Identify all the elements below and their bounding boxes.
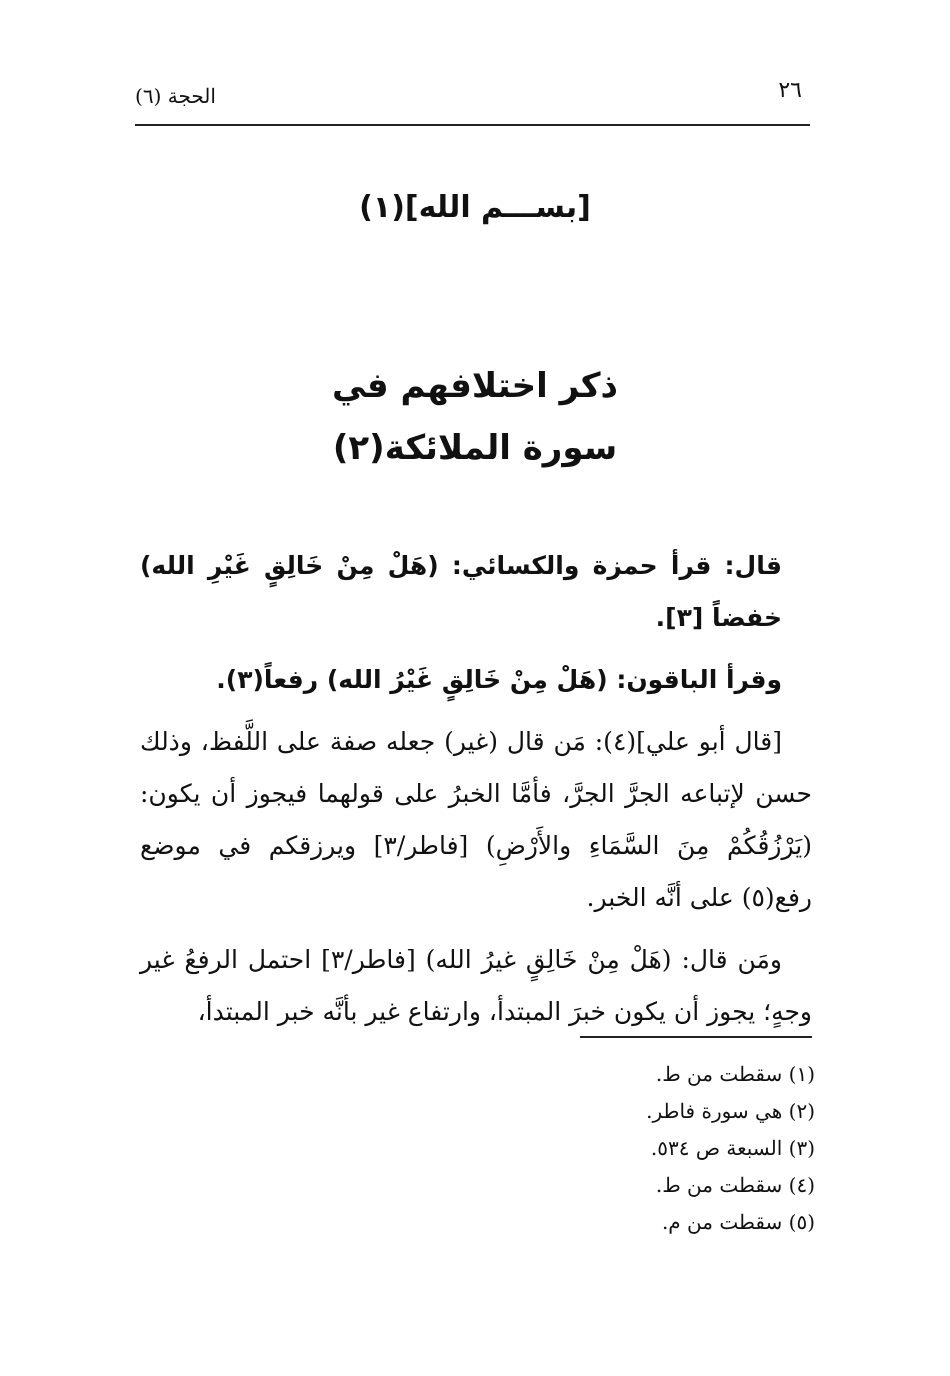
chapter-title-line1: ذكر اختلافهم في	[332, 366, 618, 406]
page-header	[135, 72, 810, 126]
footnote-2: (٢) هي سورة فاطر.	[646, 1099, 815, 1123]
footnote-1: (١) سقطت من ط.	[655, 1062, 815, 1086]
paragraph-3: [قال أبو علي](٤): مَن قال (غير) جعله صفة على اللَّفظ، وذلك حسن لإتباعه الجرَّ الجرَّ، فأمَّا الخبرُ على قولهما فيجوز أن يكون: (يَرْزُقُكُمْ مِنَ السَّمَاءِ والأَرْضِ) [فاطر/٣] ويرزقكم في موضع رفع(٥) على أنَّه الخبر.	[140, 727, 812, 912]
running-title: الحجة (٦)	[135, 84, 216, 108]
footnote-divider	[580, 1036, 812, 1038]
footnote-4: (٤) سقطت من ط.	[655, 1173, 815, 1197]
paragraph-2: وقرأ الباقون: (هَلْ مِنْ خَالِقٍ غَيْرُ الله) رفعاً(٣).	[216, 665, 782, 694]
footnote-3: (٣) السبعة ص ٥٣٤.	[650, 1136, 815, 1160]
basmala-heading: [بســـم الله](١)	[359, 190, 591, 225]
chapter-title-line2: سورة الملائكة(٢)	[332, 428, 618, 468]
paragraph-1: قال: قرأ حمزة والكسائي: (هَلْ مِنْ خَالِقٍ غَيْرِ الله) خفضاً [٣].	[140, 551, 782, 632]
footnote-5: (٥) سقطت من م.	[661, 1210, 815, 1234]
footnotes	[440, 1056, 815, 1241]
paragraph-4: ومَن قال: (هَلْ مِنْ خَالِقٍ غيرُ الله) [فاطر/٣] احتمل الرفعُ غير وجهٍ؛ يجوز أن يكون خبرَ المبتدأ، وارتفاع غير بأنَّه خبر المبتدأ،	[140, 945, 812, 1026]
body-text	[140, 540, 812, 1048]
page-number: ٢٦	[778, 78, 802, 103]
